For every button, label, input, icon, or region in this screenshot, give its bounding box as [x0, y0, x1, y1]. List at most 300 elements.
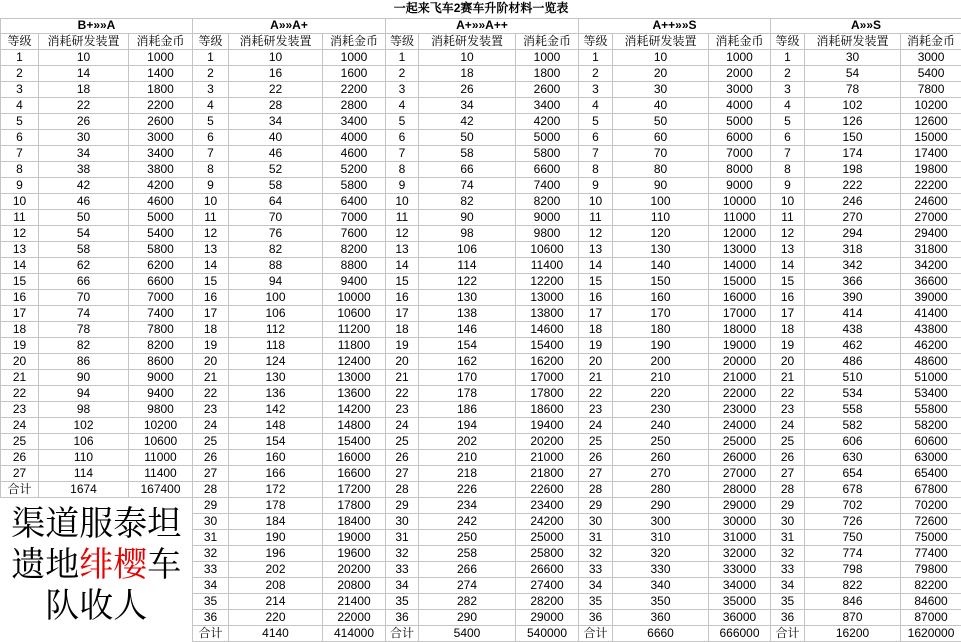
coins-cell: 27000: [709, 465, 771, 481]
level-cell: 19: [579, 337, 613, 353]
coins-cell: 77400: [901, 545, 961, 561]
level-cell: 5: [1, 113, 39, 129]
coins-cell: 11800: [323, 337, 386, 353]
level-cell: 15: [1, 273, 39, 289]
coins-cell: 3400: [516, 97, 579, 113]
level-cell: 32: [193, 545, 229, 561]
devices-cell: 64: [229, 193, 323, 209]
watermark-text-block: [1, 497, 193, 641]
devices-cell: 258: [419, 545, 516, 561]
devices-cell: 146: [419, 321, 516, 337]
level-cell: 7: [771, 145, 805, 161]
tier-header: A+»»A++: [386, 18, 579, 33]
level-cell: 3: [193, 81, 229, 97]
level-cell: 25: [1, 433, 39, 449]
table-row: [1, 161, 961, 177]
level-cell: 8: [579, 161, 613, 177]
level-cell: 24: [579, 417, 613, 433]
level-cell: 18: [579, 321, 613, 337]
coins-cell: 55800: [901, 401, 961, 417]
level-cell: 23: [579, 401, 613, 417]
level-cell: 13: [193, 241, 229, 257]
level-cell: 14: [771, 257, 805, 273]
table-row: [1, 49, 961, 65]
devices-cell: 148: [229, 417, 323, 433]
column-header-devices: 消耗研发装置: [229, 33, 323, 49]
level-cell: 25: [579, 433, 613, 449]
devices-cell: 194: [419, 417, 516, 433]
coins-cell: 60600: [901, 433, 961, 449]
coins-cell: 9400: [129, 385, 193, 401]
level-cell: 4: [193, 97, 229, 113]
devices-cell: 274: [419, 577, 516, 593]
coins-cell: 2600: [516, 81, 579, 97]
devices-cell: 112: [229, 321, 323, 337]
devices-cell: 58: [39, 241, 129, 257]
devices-cell: 438: [805, 321, 901, 337]
coins-cell: 17800: [516, 385, 579, 401]
coins-cell: 5400: [901, 65, 961, 81]
devices-cell: 270: [805, 209, 901, 225]
devices-cell: 50: [39, 209, 129, 225]
devices-cell: 102: [805, 97, 901, 113]
coins-cell: 7000: [323, 209, 386, 225]
level-cell: 20: [1, 353, 39, 369]
level-cell: 25: [386, 433, 419, 449]
devices-cell: 462: [805, 337, 901, 353]
level-cell: 10: [193, 193, 229, 209]
level-cell: 4: [771, 97, 805, 113]
devices-cell: 654: [805, 465, 901, 481]
level-cell: 32: [579, 545, 613, 561]
table-row: [1, 65, 961, 81]
table-row: [1, 401, 961, 417]
coins-cell: 4200: [129, 177, 193, 193]
devices-cell: 66: [419, 161, 516, 177]
coins-cell: 32000: [709, 545, 771, 561]
level-cell: 14: [386, 257, 419, 273]
coins-cell: 5000: [516, 129, 579, 145]
table-header: [1, 0, 961, 49]
total-label-cell: 合计: [386, 625, 419, 641]
table-row: [1, 289, 961, 305]
devices-cell: 234: [419, 497, 516, 513]
coins-cell: 29000: [709, 497, 771, 513]
coins-cell: 26600: [516, 561, 579, 577]
column-header-devices: 消耗研发装置: [39, 33, 129, 49]
level-cell: 29: [193, 497, 229, 513]
level-cell: 3: [579, 81, 613, 97]
level-cell: 12: [386, 225, 419, 241]
level-cell: 22: [193, 385, 229, 401]
coins-cell: 15400: [323, 433, 386, 449]
tier-header: A»»S: [771, 18, 961, 33]
coins-cell: 2200: [323, 81, 386, 97]
level-cell: 6: [193, 129, 229, 145]
coins-cell: 10200: [901, 97, 961, 113]
devices-cell: 154: [229, 433, 323, 449]
coins-cell: 8200: [516, 193, 579, 209]
level-cell: 29: [771, 497, 805, 513]
level-cell: 23: [771, 401, 805, 417]
level-cell: 10: [579, 193, 613, 209]
coins-cell: 11400: [516, 257, 579, 273]
coins-cell: 2600: [129, 113, 193, 129]
table-row: [1, 257, 961, 273]
total-devices-cell: 4140: [229, 625, 323, 641]
coins-cell: 25000: [709, 433, 771, 449]
level-cell: 35: [579, 593, 613, 609]
devices-cell: 270: [613, 465, 709, 481]
devices-cell: 90: [39, 369, 129, 385]
devices-cell: 750: [805, 529, 901, 545]
coins-cell: 41400: [901, 305, 961, 321]
level-cell: 27: [386, 465, 419, 481]
devices-cell: 318: [805, 241, 901, 257]
coins-cell: 67800: [901, 481, 961, 497]
level-cell: 11: [386, 209, 419, 225]
level-cell: 20: [771, 353, 805, 369]
coins-cell: 10600: [516, 241, 579, 257]
level-cell: 35: [771, 593, 805, 609]
coins-cell: 5000: [709, 113, 771, 129]
devices-cell: 58: [229, 177, 323, 193]
table-row: [1, 177, 961, 193]
level-cell: 35: [193, 593, 229, 609]
coins-cell: 7600: [323, 225, 386, 241]
devices-cell: 114: [39, 465, 129, 481]
coins-cell: 3000: [129, 129, 193, 145]
level-cell: 21: [771, 369, 805, 385]
coins-cell: 16000: [323, 449, 386, 465]
column-header-devices: 消耗研发装置: [805, 33, 901, 49]
coins-cell: 10000: [323, 289, 386, 305]
devices-cell: 230: [613, 401, 709, 417]
coins-cell: 6400: [323, 193, 386, 209]
devices-cell: 88: [229, 257, 323, 273]
coins-cell: 8800: [323, 257, 386, 273]
devices-cell: 170: [613, 305, 709, 321]
coins-cell: 30000: [709, 513, 771, 529]
level-cell: 16: [386, 289, 419, 305]
total-coins-cell: 1620000: [901, 625, 961, 641]
devices-cell: 66: [39, 273, 129, 289]
coins-cell: 63000: [901, 449, 961, 465]
devices-cell: 10: [39, 49, 129, 65]
coins-cell: 17000: [516, 369, 579, 385]
level-cell: 1: [579, 49, 613, 65]
column-header-row: [1, 33, 961, 49]
level-cell: 29: [386, 497, 419, 513]
level-cell: 8: [1, 161, 39, 177]
devices-cell: 106: [419, 241, 516, 257]
total-label-cell: 合计: [579, 625, 613, 641]
devices-cell: 90: [419, 209, 516, 225]
coins-cell: 11200: [323, 321, 386, 337]
coins-cell: 3400: [323, 113, 386, 129]
level-cell: 12: [193, 225, 229, 241]
level-cell: 30: [193, 513, 229, 529]
level-cell: 17: [579, 305, 613, 321]
level-cell: 32: [386, 545, 419, 561]
level-cell: 27: [771, 465, 805, 481]
level-cell: 19: [386, 337, 419, 353]
watermark-line: [1, 545, 193, 586]
devices-cell: 606: [805, 433, 901, 449]
level-cell: 24: [386, 417, 419, 433]
level-cell: 29: [579, 497, 613, 513]
devices-cell: 50: [613, 113, 709, 129]
devices-cell: 130: [229, 369, 323, 385]
column-header-coins: 消耗金币: [129, 33, 193, 49]
level-cell: 2: [193, 65, 229, 81]
coins-cell: 3000: [709, 81, 771, 97]
level-cell: 34: [579, 577, 613, 593]
devices-cell: 174: [805, 145, 901, 161]
level-cell: 23: [386, 401, 419, 417]
devices-cell: 74: [419, 177, 516, 193]
level-cell: 18: [1, 321, 39, 337]
level-cell: 15: [193, 273, 229, 289]
total-coins-cell: 666000: [709, 625, 771, 641]
level-cell: 20: [386, 353, 419, 369]
level-cell: 4: [579, 97, 613, 113]
coins-cell: 21400: [323, 593, 386, 609]
devices-cell: 124: [229, 353, 323, 369]
level-cell: 22: [579, 385, 613, 401]
devices-cell: 196: [229, 545, 323, 561]
devices-cell: 130: [613, 241, 709, 257]
table-row: [1, 193, 961, 209]
total-label-cell: 合计: [193, 625, 229, 641]
devices-cell: 82: [39, 337, 129, 353]
level-cell: 36: [579, 609, 613, 625]
devices-cell: 702: [805, 497, 901, 513]
coins-cell: 5400: [129, 225, 193, 241]
level-cell: 5: [579, 113, 613, 129]
coins-cell: 7800: [129, 321, 193, 337]
level-cell: 12: [579, 225, 613, 241]
devices-cell: 160: [229, 449, 323, 465]
devices-cell: 34: [39, 145, 129, 161]
watermark-line: 队收人: [1, 586, 193, 627]
watermark-highlight-text: 绯樱: [79, 547, 147, 584]
devices-cell: 486: [805, 353, 901, 369]
devices-cell: 220: [613, 385, 709, 401]
coins-cell: 1000: [129, 49, 193, 65]
level-cell: 8: [193, 161, 229, 177]
devices-cell: 534: [805, 385, 901, 401]
coins-cell: 4600: [323, 145, 386, 161]
level-cell: 18: [193, 321, 229, 337]
level-cell: 3: [1, 81, 39, 97]
devices-cell: 18: [419, 65, 516, 81]
devices-cell: 26: [39, 113, 129, 129]
coins-cell: 9800: [129, 401, 193, 417]
level-cell: 36: [386, 609, 419, 625]
coins-cell: 16600: [323, 465, 386, 481]
devices-cell: 74: [39, 305, 129, 321]
column-header-devices: 消耗研发装置: [613, 33, 709, 49]
column-header-level: 等级: [1, 33, 39, 49]
devices-cell: 82: [419, 193, 516, 209]
devices-cell: 60: [613, 129, 709, 145]
devices-cell: 30: [613, 81, 709, 97]
table-row: [1, 481, 961, 497]
devices-cell: 226: [419, 481, 516, 497]
watermark-text: 遗地: [11, 547, 79, 584]
coins-cell: 72600: [901, 513, 961, 529]
devices-cell: 14: [39, 65, 129, 81]
devices-cell: 630: [805, 449, 901, 465]
coins-cell: 43800: [901, 321, 961, 337]
table-title: 一起来飞车2赛车升阶材料一览表: [1, 0, 961, 18]
level-cell: 15: [771, 273, 805, 289]
level-cell: 15: [386, 273, 419, 289]
coins-cell: 4000: [323, 129, 386, 145]
level-cell: 21: [1, 369, 39, 385]
level-cell: 9: [579, 177, 613, 193]
devices-cell: 28: [229, 97, 323, 113]
level-cell: 19: [1, 337, 39, 353]
table-row: [1, 273, 961, 289]
column-header-level: 等级: [579, 33, 613, 49]
coins-cell: 9400: [323, 273, 386, 289]
level-cell: 5: [771, 113, 805, 129]
devices-cell: 98: [419, 225, 516, 241]
coins-cell: 24200: [516, 513, 579, 529]
level-cell: 11: [1, 209, 39, 225]
devices-cell: 78: [805, 81, 901, 97]
coins-cell: 1000: [516, 49, 579, 65]
devices-cell: 170: [419, 369, 516, 385]
coins-cell: 27400: [516, 577, 579, 593]
coins-cell: 17800: [323, 497, 386, 513]
level-cell: 19: [771, 337, 805, 353]
coins-cell: 17400: [901, 145, 961, 161]
total-devices-cell: 16200: [805, 625, 901, 641]
devices-cell: 80: [613, 161, 709, 177]
coins-cell: 4000: [709, 97, 771, 113]
column-header-coins: 消耗金币: [901, 33, 961, 49]
level-cell: 9: [771, 177, 805, 193]
devices-cell: 42: [39, 177, 129, 193]
level-cell: 16: [771, 289, 805, 305]
level-cell: 24: [771, 417, 805, 433]
table-row: [1, 145, 961, 161]
level-cell: 5: [193, 113, 229, 129]
level-cell: 26: [771, 449, 805, 465]
level-cell: 28: [386, 481, 419, 497]
devices-cell: 54: [39, 225, 129, 241]
table-row: [1, 241, 961, 257]
coins-cell: 36000: [709, 609, 771, 625]
level-cell: 31: [386, 529, 419, 545]
coins-cell: 28200: [516, 593, 579, 609]
devices-cell: 10: [613, 49, 709, 65]
coins-cell: 22000: [323, 609, 386, 625]
column-header-coins: 消耗金币: [516, 33, 579, 49]
coins-cell: 31000: [709, 529, 771, 545]
table-row: [1, 81, 961, 97]
devices-cell: 214: [229, 593, 323, 609]
level-cell: 23: [1, 401, 39, 417]
column-header-level: 等级: [193, 33, 229, 49]
level-cell: 31: [771, 529, 805, 545]
level-cell: 26: [193, 449, 229, 465]
level-cell: 27: [1, 465, 39, 481]
level-cell: 1: [771, 49, 805, 65]
level-cell: 30: [579, 513, 613, 529]
coins-cell: 53400: [901, 385, 961, 401]
column-header-coins: 消耗金币: [323, 33, 386, 49]
devices-cell: 136: [229, 385, 323, 401]
devices-cell: 110: [39, 449, 129, 465]
level-cell: 20: [579, 353, 613, 369]
devices-cell: 366: [805, 273, 901, 289]
level-cell: 11: [579, 209, 613, 225]
table-row: [1, 337, 961, 353]
devices-cell: 100: [613, 193, 709, 209]
coins-cell: 16000: [709, 289, 771, 305]
column-header-devices: 消耗研发装置: [419, 33, 516, 49]
level-cell: 2: [1, 65, 39, 81]
coins-cell: 24000: [709, 417, 771, 433]
devices-cell: 126: [805, 113, 901, 129]
level-cell: 30: [386, 513, 419, 529]
devices-cell: 822: [805, 577, 901, 593]
coins-cell: 13000: [323, 369, 386, 385]
devices-cell: 10: [419, 49, 516, 65]
devices-cell: 34: [419, 97, 516, 113]
devices-cell: 106: [39, 433, 129, 449]
coins-cell: 65400: [901, 465, 961, 481]
coins-cell: 1600: [323, 65, 386, 81]
devices-cell: 242: [419, 513, 516, 529]
devices-cell: 290: [613, 497, 709, 513]
devices-cell: 350: [613, 593, 709, 609]
level-cell: 1: [1, 49, 39, 65]
level-cell: 27: [579, 465, 613, 481]
devices-cell: 50: [419, 129, 516, 145]
coins-cell: 82200: [901, 577, 961, 593]
table-row: [1, 225, 961, 241]
coins-cell: 24600: [901, 193, 961, 209]
coins-cell: 23400: [516, 497, 579, 513]
devices-cell: 342: [805, 257, 901, 273]
coins-cell: 14200: [323, 401, 386, 417]
table-row: [1, 97, 961, 113]
coins-cell: 2800: [323, 97, 386, 113]
level-cell: 21: [579, 369, 613, 385]
devices-cell: 360: [613, 609, 709, 625]
devices-cell: 140: [613, 257, 709, 273]
devices-cell: 210: [613, 369, 709, 385]
devices-cell: 190: [229, 529, 323, 545]
total-coins-cell: 414000: [323, 625, 386, 641]
level-cell: 33: [771, 561, 805, 577]
level-cell: 24: [193, 417, 229, 433]
coins-cell: 6600: [516, 161, 579, 177]
level-cell: 4: [386, 97, 419, 113]
devices-cell: 114: [419, 257, 516, 273]
level-cell: 26: [1, 449, 39, 465]
devices-cell: 726: [805, 513, 901, 529]
devices-cell: 184: [229, 513, 323, 529]
level-cell: 3: [771, 81, 805, 97]
level-cell: 16: [1, 289, 39, 305]
coins-cell: 20200: [516, 433, 579, 449]
